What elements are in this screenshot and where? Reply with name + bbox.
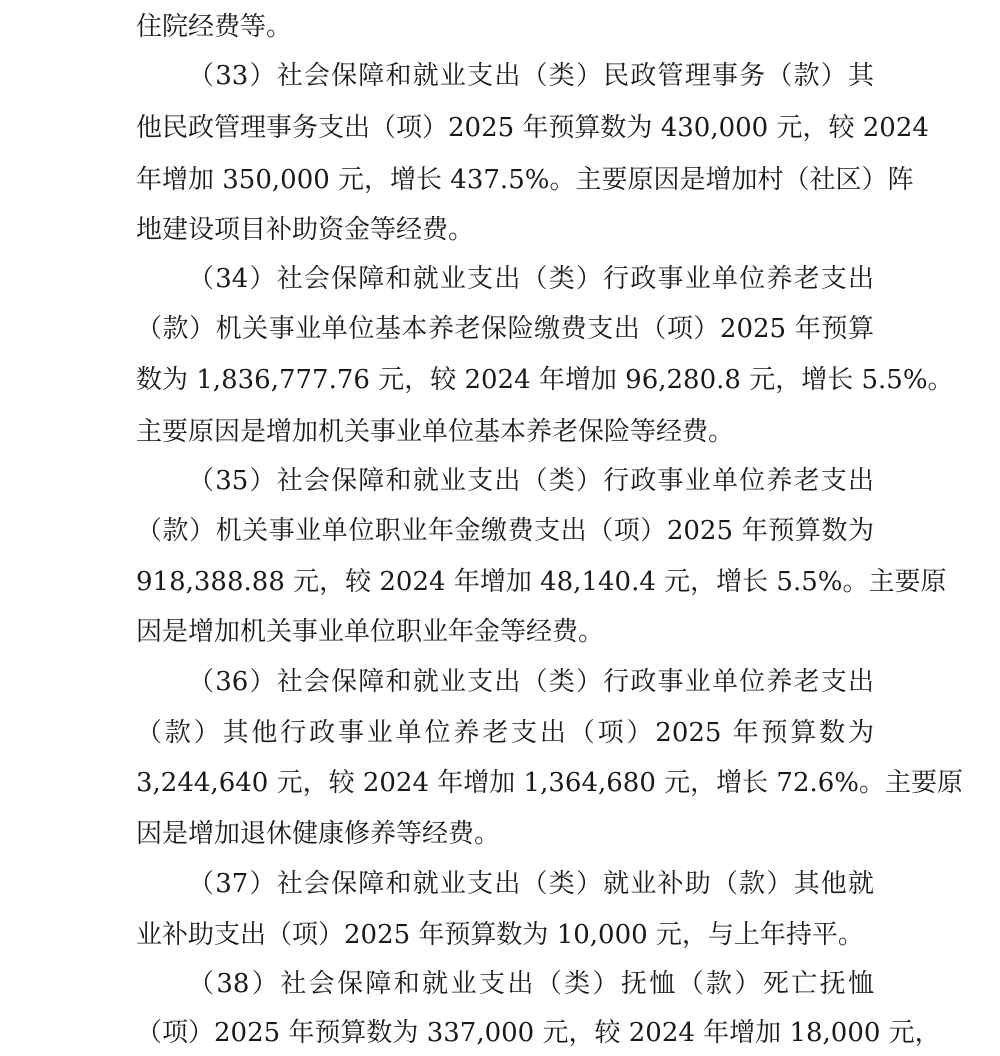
paragraph-35-line-1: （35）社会保障和就业支出（类）行政事业单位养老支出	[188, 466, 874, 496]
paragraph-35-line-4: 因是增加机关事业单位职业年金等经费。	[136, 617, 605, 647]
paragraph-33-line-1: （33）社会保障和就业支出（类）民政管理事务（款）其	[188, 61, 874, 91]
paragraph-33-line-3: 年增加 350,000 元，增长 437.5%。主要原因是增加村（社区）阵	[136, 165, 914, 195]
paragraph-37-line-1: （37）社会保障和就业支出（类）就业补助（款）其他就	[188, 869, 874, 899]
paragraph-33-line-4: 地建设项目补助资金等经费。	[136, 215, 475, 245]
paragraph-34-line-2: （款）机关事业单位基本养老保险缴费支出（项）2025 年预算	[136, 314, 874, 344]
paragraph-36-line-4: 因是增加退休健康修养等经费。	[136, 819, 501, 849]
paragraph-38-line-2: （项）2025 年预算数为 337,000 元，较 2024 年增加 18,000 元，	[136, 1018, 941, 1048]
paragraph-33-line-2: 他民政管理事务支出（项）2025 年预算数为 430,000 元，较 2024	[136, 113, 929, 143]
paragraph-37-line-2: 业补助支出（项）2025 年预算数为 10,000 元，与上年持平。	[136, 920, 864, 950]
paragraph-36-line-2: （款）其他行政事业单位养老支出（项）2025 年预算数为	[136, 718, 874, 748]
paragraph-38-line-1: （38）社会保障和就业支出（类）抚恤（款）死亡抚恤	[188, 969, 874, 999]
paragraph-34-line-1: （34）社会保障和就业支出（类）行政事业单位养老支出	[188, 264, 874, 294]
text-line: 住院经费等。	[136, 12, 293, 42]
paragraph-35-line-3: 918,388.88 元，较 2024 年增加 48,140.4 元，增长 5.5%。主要原	[136, 567, 947, 597]
paragraph-36-line-1: （36）社会保障和就业支出（类）行政事业单位养老支出	[188, 667, 874, 697]
paragraph-35-line-2: （款）机关事业单位职业年金缴费支出（项）2025 年预算数为	[136, 516, 874, 546]
paragraph-34-line-3: 数为 1,836,777.76 元，较 2024 年增加 96,280.8 元，增长 5.5%。	[136, 365, 954, 395]
paragraph-36-line-3: 3,244,640 元，较 2024 年增加 1,364,680 元，增长 72.6%。主要原	[136, 768, 963, 798]
paragraph-34-line-4: 主要原因是增加机关事业单位基本养老保险等经费。	[136, 417, 735, 447]
